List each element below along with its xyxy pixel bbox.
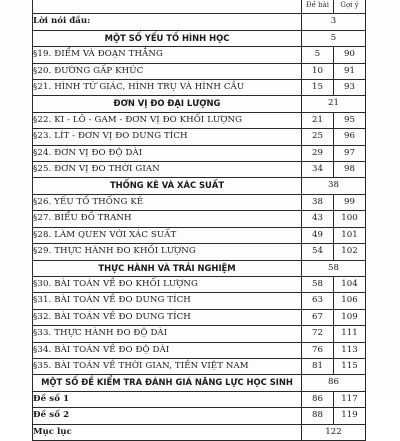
toc-entry-row [33, 342, 366, 358]
toc-hint-page: 98 [334, 162, 366, 178]
toc-exercise-page: 21 [302, 112, 334, 128]
toc-entry-title: §33. THỰC HÀNH ĐO ĐỘ DÀI [33, 326, 302, 342]
toc-hint-page: 91 [334, 63, 366, 79]
toc-hint-page: 97 [334, 145, 366, 161]
toc-section-title: MỘT SỐ YẾU TỐ HÌNH HỌC [33, 30, 302, 46]
toc-entry-title: §21. HÌNH TỨ GIÁC, HÌNH TRỤ VÀ HÌNH CẦU [33, 80, 302, 96]
toc-entry-title: §35. BÀI TOÁN VỀ THỜI GIAN, TIỀN VIỆT NAM [33, 358, 302, 374]
toc-exercise-page: 15 [302, 80, 334, 96]
toc-exercise-page: 88 [302, 408, 334, 424]
toc-page-number: 3 [302, 14, 366, 30]
toc-hint-page: 109 [334, 309, 366, 325]
toc-entry-title: §24. ĐƠN VỊ ĐO ĐỘ DÀI [33, 145, 302, 161]
toc-exercise-page: 76 [302, 342, 334, 358]
toc-hint-page: 117 [334, 391, 366, 407]
toc-entry-row [33, 309, 366, 325]
toc-exercise-page: 10 [302, 63, 334, 79]
toc-entry-title: Đề số 2 [33, 408, 302, 424]
toc-page-number: 58 [302, 260, 366, 276]
toc-hint-page: 111 [334, 326, 366, 342]
toc-table [32, 0, 366, 441]
toc-exercise-page: 67 [302, 309, 334, 325]
toc-entry-row [33, 408, 366, 424]
toc-exercise-page: 49 [302, 227, 334, 243]
toc-entry-row [33, 80, 366, 96]
toc-entry-title: §34. BÀI TOÁN VỀ ĐO ĐỘ DÀI [33, 342, 302, 358]
toc-page-number: 5 [302, 30, 366, 46]
toc-hint-page: 99 [334, 194, 366, 210]
toc-hint-page: 93 [334, 80, 366, 96]
toc-entry-row [33, 194, 366, 210]
toc-header-col-a: Đề bài [302, 0, 334, 14]
toc-page-number: 38 [302, 178, 366, 194]
toc-exercise-page: 58 [302, 276, 334, 292]
toc-entry-title: §27. BIỂU ĐỒ TRANH [33, 211, 302, 227]
toc-section-title: ĐƠN VỊ ĐO ĐẠI LƯỢNG [33, 96, 302, 112]
toc-entry-row [33, 129, 366, 145]
toc-entry-row [33, 145, 366, 161]
toc-entry-row [33, 358, 366, 374]
toc-entry-title: Mục lục [33, 424, 302, 440]
toc-entry-title: §20. ĐƯỜNG GẤP KHÚC [33, 63, 302, 79]
toc-entry-row [33, 227, 366, 243]
toc-hint-page: 113 [334, 342, 366, 358]
toc-exercise-page: 5 [302, 47, 334, 63]
toc-hint-page: 104 [334, 276, 366, 292]
toc-entry-row [33, 162, 366, 178]
toc-entry-row [33, 276, 366, 292]
toc-entry-title: §22. KI - LÔ - GAM - ĐƠN VỊ ĐO KHỐI LƯỢNG [33, 112, 302, 128]
toc-section-title: THỰC HÀNH VÀ TRẢI NGHIỆM [33, 260, 302, 276]
toc-section-row [33, 375, 366, 391]
toc-header-row [33, 0, 366, 14]
toc-entry-title: §28. LÀM QUEN VỚI XÁC SUẤT [33, 227, 302, 243]
toc-page-number: 86 [302, 375, 366, 391]
toc-hint-page: 95 [334, 112, 366, 128]
toc-exercise-page: 38 [302, 194, 334, 210]
toc-entry-row [33, 326, 366, 342]
toc-exercise-page: 63 [302, 293, 334, 309]
toc-entry-row [33, 112, 366, 128]
toc-plain-row [33, 14, 366, 30]
toc-exercise-page: 72 [302, 326, 334, 342]
toc-entry-row [33, 244, 366, 260]
toc-header-title [33, 0, 302, 14]
toc-section-row [33, 96, 366, 112]
toc-entry-title: §29. THỰC HÀNH ĐO KHỐI LƯỢNG [33, 244, 302, 260]
toc-section-row [33, 178, 366, 194]
toc-section-title: MỘT SỐ ĐỀ KIỂM TRA ĐÁNH GIÁ NĂNG LỰC HỌC SINH [33, 375, 302, 391]
toc-page-number: 21 [302, 96, 366, 112]
toc-plain-row [33, 424, 366, 440]
toc-hint-page: 101 [334, 227, 366, 243]
toc-entry-row [33, 211, 366, 227]
toc-exercise-page: 34 [302, 162, 334, 178]
toc-entry-title: §30. BÀI TOÁN VỀ ĐO KHỐI LƯỢNG [33, 276, 302, 292]
toc-hint-page: 90 [334, 47, 366, 63]
toc-exercise-page: 43 [302, 211, 334, 227]
toc-exercise-page: 81 [302, 358, 334, 374]
toc-entry-title: §23. LÍT - ĐƠN VỊ ĐO DUNG TÍCH [33, 129, 302, 145]
toc-hint-page: 106 [334, 293, 366, 309]
toc-header-col-b: Gợi ý [334, 0, 366, 14]
toc-exercise-page: 86 [302, 391, 334, 407]
toc-entry-title: §32. BÀI TOÁN VỀ ĐO DUNG TÍCH [33, 309, 302, 325]
toc-page-number: 122 [302, 424, 366, 440]
toc-entry-title: §26. YẾU TỐ THỐNG KÊ [33, 194, 302, 210]
toc-entry-title: §31. BÀI TOÁN VỀ ĐO DUNG TÍCH [33, 293, 302, 309]
toc-entry-title: §19. ĐIỂM VÀ ĐOẠN THẲNG [33, 47, 302, 63]
toc-entry-row [33, 47, 366, 63]
toc-entry-title: Đề số 1 [33, 391, 302, 407]
toc-entry-title: Lời nói đầu: [33, 14, 302, 30]
toc-section-title: THỐNG KÊ VÀ XÁC SUẤT [33, 178, 302, 194]
toc-entry-row [33, 63, 366, 79]
toc-exercise-page: 54 [302, 244, 334, 260]
toc-hint-page: 119 [334, 408, 366, 424]
toc-section-row [33, 260, 366, 276]
toc-entry-row [33, 391, 366, 407]
toc-exercise-page: 25 [302, 129, 334, 145]
toc-hint-page: 102 [334, 244, 366, 260]
toc-entry-title: §25. ĐƠN VỊ ĐO THỜI GIAN [33, 162, 302, 178]
toc-hint-page: 100 [334, 211, 366, 227]
toc-exercise-page: 29 [302, 145, 334, 161]
toc-section-row [33, 30, 366, 46]
toc-entry-row [33, 293, 366, 309]
toc-hint-page: 96 [334, 129, 366, 145]
toc-hint-page: 115 [334, 358, 366, 374]
